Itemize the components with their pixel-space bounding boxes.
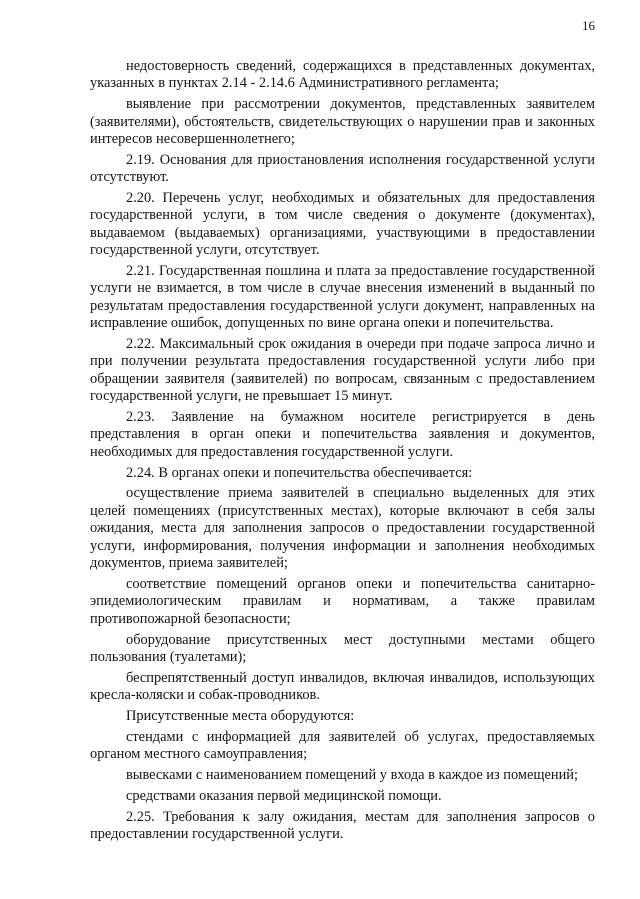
- paragraph: 2.25. Требования к залу ожидания, местам для заполнения запросов о предоставлении государственной услуги.: [90, 808, 595, 842]
- paragraph: оборудование присутственных мест доступными местами общего пользования (туалетами);: [90, 631, 595, 665]
- paragraph: средствами оказания первой медицинской помощи.: [126, 787, 442, 804]
- paragraph: 2.19. Основания для приостановления исполнения государственной услуги отсутствуют.: [90, 151, 595, 186]
- paragraph: соответствие помещений органов опеки и попечительства санитарно-эпидемиологическим правилам и нормативам, а также правилам противопожарной безопасности;: [90, 575, 595, 627]
- paragraph: 2.24. В органах опеки и попечительства обеспечивается:: [126, 464, 473, 481]
- paragraph: стендами с информацией для заявителей об услугах, предоставляемых органом местного самоуправления;: [90, 728, 595, 763]
- paragraph: 2.22. Максимальный срок ожидания в очереди при подаче запроса лично и при получении результата предоставления государственной услуги либо при обращении заявителя (заявителей) по вопросам, связанным с предоставлением государственной услуги, не превышает 15 минут.: [90, 336, 595, 405]
- paragraph: вывесками с наименованием помещений у входа в каждое из помещений;: [126, 766, 578, 783]
- document-body: [90, 58, 595, 847]
- paragraph: выявление при рассмотрении документов, представленных заявителем (заявителями), обстоятельств, свидетельствующих о нарушении прав и законных интересов несовершеннолетнего;: [90, 96, 595, 148]
- paragraph: 2.23. Заявление на бумажном носителе регистрируется в день представления в орган опеки и попечительства заявления и документов, необходимых для предоставления государственной услуги.: [90, 409, 595, 460]
- paragraph: осуществление приема заявителей в специально выделенных для этих целей помещениях (присутственных местах), которые включают в себя залы ожидания, места для заполнения запросов о предоставлении государственной услуги, информирования, получения информации и заполнения необходимых документов, приема заявителей;: [90, 485, 595, 572]
- paragraph: 2.20. Перечень услуг, необходимых и обязательных для предоставления государственной услуги, в том числе сведения о документе (документах), выдаваемом (выдаваемых) организациями, участвующими в предоставлении государственной услуги, отсутствует.: [90, 190, 595, 259]
- paragraph: Присутственные места оборудуются:: [126, 707, 355, 724]
- paragraph: недостоверность сведений, содержащихся в представленных документах, указанных в пунктах 2.14 - 2.14.6 Административного регламента;: [90, 58, 595, 92]
- page-number: 16: [582, 18, 595, 33]
- paragraph: беспрепятственный доступ инвалидов, включая инвалидов, использующих кресла-коляски и собак-проводников.: [90, 669, 595, 704]
- paragraph: 2.21. Государственная пошлина и плата за предоставление государственной услуги не взимается, в том числе в случае внесения изменений в выданный по результатам предоставления государственной услуги документ, направленных на исправление ошибок, допущенных по вине органа опеки и попечительства.: [90, 263, 595, 332]
